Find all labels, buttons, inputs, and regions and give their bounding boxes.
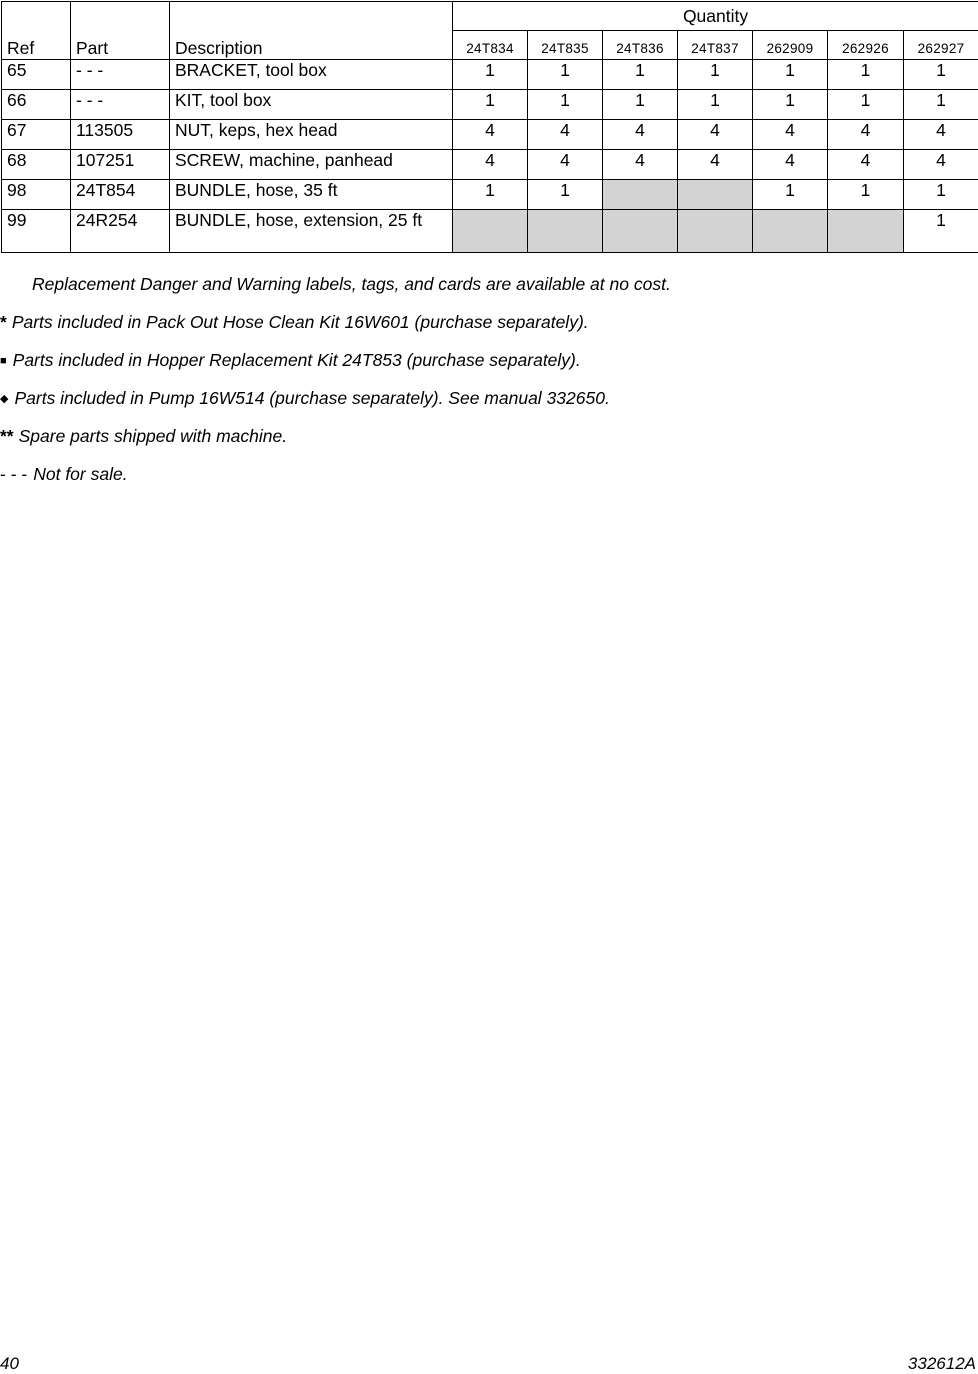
labels-note: Replacement Danger and Warning labels, tags, and cards are available at no cost. [32,274,671,295]
qty-cell-unavailable [528,210,603,253]
note-text: Spare parts shipped with machine. [19,426,287,446]
manual-number: 332612A [908,1354,976,1374]
qty-cell: 1 [904,90,978,120]
qty-cell-unavailable [678,180,753,210]
qty-cell: 4 [453,150,528,180]
description-cell: SCREW, machine, panhead [170,150,453,180]
table-row [2,90,978,120]
qty-cell: 1 [603,60,678,90]
qty-cell: 1 [528,60,603,90]
part-cell: - - - [71,90,170,120]
qty-cell: 4 [904,150,978,180]
part-cell: - - - [71,60,170,90]
qty-cell: 1 [904,180,978,210]
header-quantity: Quantity [453,2,978,31]
part-cell: 107251 [71,150,170,180]
description-cell: BRACKET, tool box [170,60,453,90]
ref-cell: 65 [2,60,71,90]
qty-cell: 1 [904,60,978,90]
ref-cell: 98 [2,180,71,210]
ref-cell: 67 [2,120,71,150]
qty-cell: 1 [678,90,753,120]
qty-cell: 1 [904,210,978,253]
qty-cell-unavailable [828,210,904,253]
part-cell: 24R254 [71,210,170,253]
ref-cell: 66 [2,90,71,120]
note-text: Not for sale. [33,464,127,484]
table-row [2,180,978,210]
spare-parts-note [0,426,287,447]
diamond-icon: ◆ [0,393,8,405]
qty-cell: 4 [528,150,603,180]
qty-cell-unavailable [753,210,828,253]
qty-cell: 4 [753,120,828,150]
kit-note-square [0,350,581,371]
header-model: 24T834 [453,31,528,60]
description-cell: KIT, tool box [170,90,453,120]
header-model: 24T837 [678,31,753,60]
note-text: Parts included in Hopper Replacement Kit 24T853 (purchase separately). [13,350,581,370]
qty-cell: 1 [753,90,828,120]
ref-cell: 68 [2,150,71,180]
header-part: Part [71,2,170,60]
qty-cell: 1 [453,60,528,90]
qty-cell: 1 [828,90,904,120]
description-cell: BUNDLE, hose, 35 ft [170,180,453,210]
asterisk-icon: * [0,312,7,332]
parts-table [1,1,978,253]
qty-cell-unavailable [603,210,678,253]
qty-cell: 4 [453,120,528,150]
qty-cell: 4 [828,120,904,150]
qty-cell: 1 [828,60,904,90]
part-cell: 24T854 [71,180,170,210]
qty-cell: 4 [528,120,603,150]
square-icon: ■ [0,355,7,367]
qty-cell: 4 [753,150,828,180]
qty-cell: 1 [453,90,528,120]
qty-cell: 4 [603,120,678,150]
not-for-sale-note [0,464,128,485]
qty-cell: 4 [603,150,678,180]
table-row [2,150,978,180]
qty-cell-unavailable [603,180,678,210]
header-model: 262927 [904,31,978,60]
kit-note-star [0,312,589,333]
dash-symbol: - - - [0,464,27,484]
qty-cell: 4 [828,150,904,180]
qty-cell: 4 [678,150,753,180]
qty-cell: 1 [453,180,528,210]
qty-cell: 1 [603,90,678,120]
qty-cell-unavailable [678,210,753,253]
qty-cell: 1 [753,180,828,210]
table-row [2,120,978,150]
note-text: Parts included in Pump 16W514 (purchase separately). See manual 332650. [14,388,609,408]
header-ref: Ref [2,2,71,60]
header-description: Description [170,2,453,60]
qty-cell: 1 [528,90,603,120]
qty-cell-unavailable [453,210,528,253]
part-cell: 113505 [71,120,170,150]
header-model: 24T835 [528,31,603,60]
qty-cell: 4 [678,120,753,150]
qty-cell: 1 [528,180,603,210]
header-model: 262926 [828,31,904,60]
table-row [2,210,978,253]
kit-note-diamond [0,388,610,409]
qty-cell: 1 [828,180,904,210]
note-text: Parts included in Pack Out Hose Clean Kit 16W601 (purchase separately). [12,312,589,332]
qty-cell: 1 [753,60,828,90]
description-cell: NUT, keps, hex head [170,120,453,150]
ref-cell: 99 [2,210,71,253]
qty-cell: 1 [678,60,753,90]
page-number: 40 [0,1354,19,1374]
table-row [2,60,978,90]
description-cell: BUNDLE, hose, extension, 25 ft [170,210,453,253]
header-model: 24T836 [603,31,678,60]
qty-cell: 4 [904,120,978,150]
header-model: 262909 [753,31,828,60]
double-asterisk-icon: ** [0,426,14,446]
